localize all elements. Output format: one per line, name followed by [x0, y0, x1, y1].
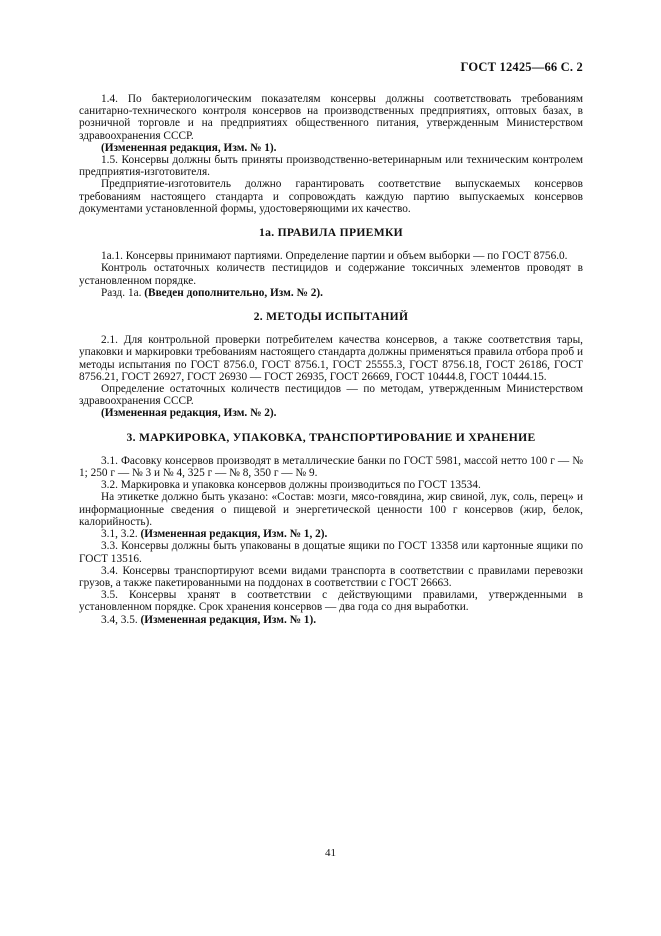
page-header: ГОСТ 12425—66 С. 2 — [460, 60, 583, 74]
paragraph-label-content: На этикетке должно быть указано: «Состав: мозги, мясо-говядина, жир свиной, лук, соль, перец» и информационные сведения о пищевой и энергетической ценности 100 г консервов (жир, белок, калорийность). — [79, 491, 583, 528]
section-1a-note — [79, 287, 583, 299]
section-title-1a: 1а. ПРАВИЛА ПРИЕМКИ — [259, 226, 403, 240]
paragraph-1-4: 1.4. По бактериологическим показателям консервы должны соответствовать требованиям санитарно-технического контроля консервов на производственных предприятиях, оптовых базах, в розничной торговле и на предприятиях общественного питания, утвержденным Министерством здравоохранения СССР. — [79, 93, 583, 142]
amendment-note-3 — [79, 528, 583, 540]
paragraph-1a-1: 1а.1. Консервы принимают партиями. Определение партии и объем выборки — по ГОСТ 8756.0. — [101, 250, 568, 263]
paragraph-3-2: 3.2. Маркировка и упаковка консервов должны производиться по ГОСТ 13534. — [101, 479, 481, 492]
paragraph-3-5: 3.5. Консервы хранят в соответствии с действующими правилами, утвержденными в установленном порядке. Срок хранения консервов — два года со дня выработки. — [79, 589, 583, 614]
note-bold: (Измененная редакция, Изм. № 1). — [140, 613, 317, 626]
paragraph-1-5: 1.5. Консервы должны быть приняты производственно-ветеринарным или техническим контролем предприятия-изготовителя. — [79, 154, 583, 179]
paragraph-manufacturer: Предприятие-изготовитель должно гарантировать соответствие выпускаемых консервов требованиям настоящего стандарта и сопровождать каждую партию выпускаемых консервов документами установленной формы, удостоверяющими их качество. — [79, 178, 583, 215]
page-number: 41 — [325, 847, 336, 859]
paragraph-3-4: 3.4. Консервы транспортируют всеми видами транспорта в соответствии с правилами перевозки грузов, а также пакетированными на поддонах в соответствии с ГОСТ 26663. — [79, 564, 583, 589]
document-body — [79, 93, 583, 626]
note-prefix: 3.1, 3.2. — [101, 528, 138, 541]
note-prefix: Разд. 1а. — [101, 286, 142, 299]
section-title-3: 3. МАРКИРОВКА, УПАКОВКА, ТРАНСПОРТИРОВАНИЕ И ХРАНЕНИЕ — [126, 430, 536, 444]
paragraph-2-1: 2.1. Для контрольной проверки потребителем качества консервов, а также соответствия тары, упаковки и маркировки требованиям настоящего стандарта должны применяться правила отбора проб и методы испытания по ГОСТ 8756.0, ГОСТ 8756.1, ГОСТ 25555.3, ГОСТ 8756.18, ГОСТ 26186, ГОСТ 8756.21, ГОСТ 26927, ГОСТ 26930 — ГОСТ 26935, ГОСТ 26669, ГОСТ 10444.8, ГОСТ 10444.15. — [79, 334, 583, 383]
paragraph-pesticides-control: Контроль остаточных количеств пестицидов и содержание токсичных элементов проводят в установленном порядке. — [79, 262, 583, 287]
amendment-note-2: (Измененная редакция, Изм. № 2). — [101, 407, 277, 420]
paragraph-3-3: 3.3. Консервы должны быть упакованы в дощатые ящики по ГОСТ 13358 или картонные ящики по ГОСТ 13516. — [79, 540, 583, 565]
amendment-note-4 — [79, 614, 583, 626]
note-bold: (Введен дополнительно, Изм. № 2). — [144, 286, 323, 299]
note-bold: (Измененная редакция, Изм. № 1, 2). — [140, 528, 328, 541]
note-prefix: 3.4, 3.5. — [101, 613, 138, 626]
amendment-note: (Измененная редакция, Изм. № 1). — [101, 141, 277, 154]
section-title-2: 2. МЕТОДЫ ИСПЫТАНИЙ — [253, 310, 409, 324]
paragraph-pesticides-methods: Определение остаточных количеств пестицидов — по методам, утвержденным Министерством здравоохранения СССР. — [79, 383, 583, 408]
paragraph-3-1: 3.1. Фасовку консервов производят в металлические банки по ГОСТ 5981, массой нетто 100 г — № 1; 250 г — № 3 и № 4, 325 г — № 8, 350 г — № 9. — [79, 454, 583, 480]
